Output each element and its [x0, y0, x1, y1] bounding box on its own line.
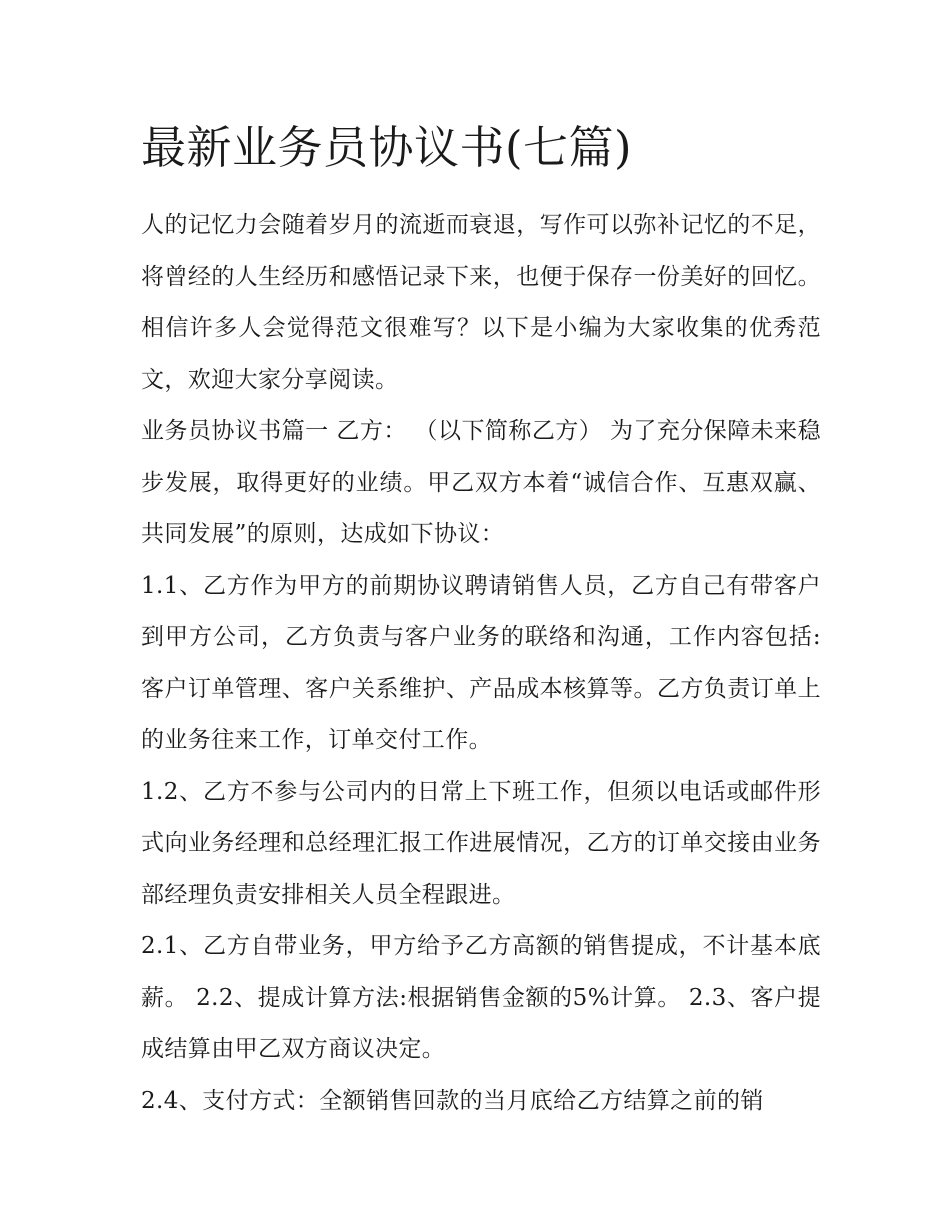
document-title: 最新业务员协议书(七篇): [141, 121, 633, 174]
paragraph-clause-2-4: 2.4、支付方式：全额销售回款的当月底给乙方结算之前的销: [141, 1087, 764, 1114]
paragraph-intro: 人的记忆力会随着岁月的流逝而衰退，写作可以弥补记忆的不足，将曾经的人生经历和感悟记录下来，也便于保存一份美好的回忆。相信许多人会觉得范文很难写？以下是小编为大家收集的优秀范文，欢迎大家分享阅读。: [141, 212, 821, 393]
paragraph-agreement-preamble: 业务员协议书篇一 乙方： （以下简称乙方） 为了充分保障未来稳步发展，取得更好的业绩。甲乙双方本着“诚信合作、互惠双赢、共同发展”的原则，达成如下协议：: [141, 418, 821, 547]
paragraph-clause-1-1: 1.1、乙方作为甲方的前期协议聘请销售人员，乙方自己有带客户到甲方公司，乙方负责与客户业务的联络和沟通，工作内容包括:客户订单管理、客户关系维护、产品成本核算等。乙方负责订单上的业务往来工作，订单交付工作。: [141, 572, 821, 753]
paragraph-clause-1-2: 1.2、乙方不参与公司内的日常上下班工作，但须以电话或邮件形式向业务经理和总经理汇报工作进展情况，乙方的订单交接由业务部经理负责安排相关人员全程跟进。: [141, 778, 821, 908]
document-body: [141, 118, 821, 1127]
paragraph-clause-2-1: 2.1、乙方自带业务，甲方给予乙方高额的销售提成，不计基本底薪。 2.2、提成计算方法:根据销售金额的5%计算。 2.3、客户提成结算由甲乙双方商议决定。: [141, 933, 821, 1062]
